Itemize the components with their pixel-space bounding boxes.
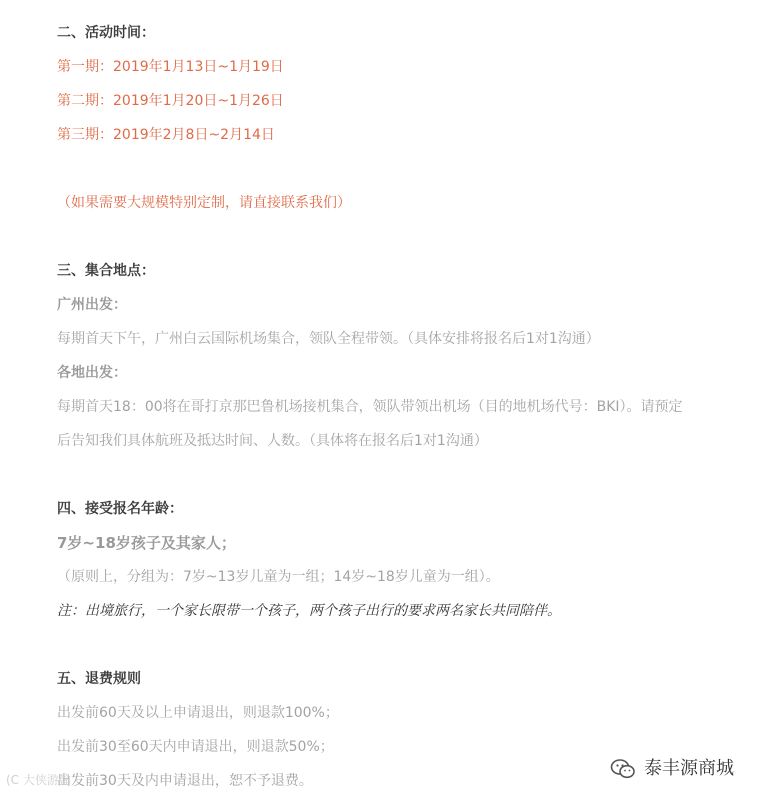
period-2: 第二期：2019年1月20日~1月26日 — [57, 93, 284, 109]
refund-rule-3: 出发前30天及内申请退出，恕不予退费。 — [57, 773, 313, 789]
other-places-label: 各地出发： — [57, 365, 127, 381]
period-3: 第三期：2019年2月8日~2月14日 — [57, 127, 275, 143]
age-range: 7岁~18岁孩子及其家人； — [57, 534, 236, 552]
meeting-place-heading: 三、集合地点： — [57, 263, 155, 279]
guangzhou-label: 广州出发： — [57, 297, 127, 313]
other-places-text-1: 每期首天18：00将在哥打京那巴鲁机场接机集合，领队带领出机场（目的地机场代号：BKI）。请预定 — [57, 399, 683, 415]
other-places-text-2: 后告知我们具体航班及抵达时间、人数。（具体将在报名后1对1沟通） — [57, 433, 488, 449]
period-1: 第一期：2019年1月13日~1月19日 — [57, 59, 284, 75]
guangzhou-text: 每期首天下午，广州白云国际机场集合，领队全程带领。（具体安排将报名后1对1沟通） — [57, 331, 600, 347]
age-groups: （原则上，分组为：7岁~13岁儿童为一组；14岁~18岁儿童为一组）。 — [57, 569, 500, 585]
wechat-icon — [610, 756, 636, 782]
activity-time-heading: 二、活动时间： — [57, 25, 155, 41]
refund-rule-2: 出发前30至60天内申请退出，则退款50%； — [57, 739, 334, 755]
refund-heading: 五、退费规则 — [57, 671, 141, 687]
refund-rule-1: 出发前60天及以上申请退出，则退款100%； — [57, 705, 339, 721]
parent-note: 注：出境旅行，一个家长限带一个孩子，两个孩子出行的要求两名家长共同陪伴。 — [57, 603, 561, 619]
watermark-left: (C 大侠游翰 — [6, 773, 71, 787]
watermark-right: 泰丰源商城 — [644, 758, 734, 779]
age-heading: 四、接受报名年龄： — [57, 501, 183, 517]
custom-note: （如果需要大规模特别定制，请直接联系我们） — [57, 195, 351, 211]
